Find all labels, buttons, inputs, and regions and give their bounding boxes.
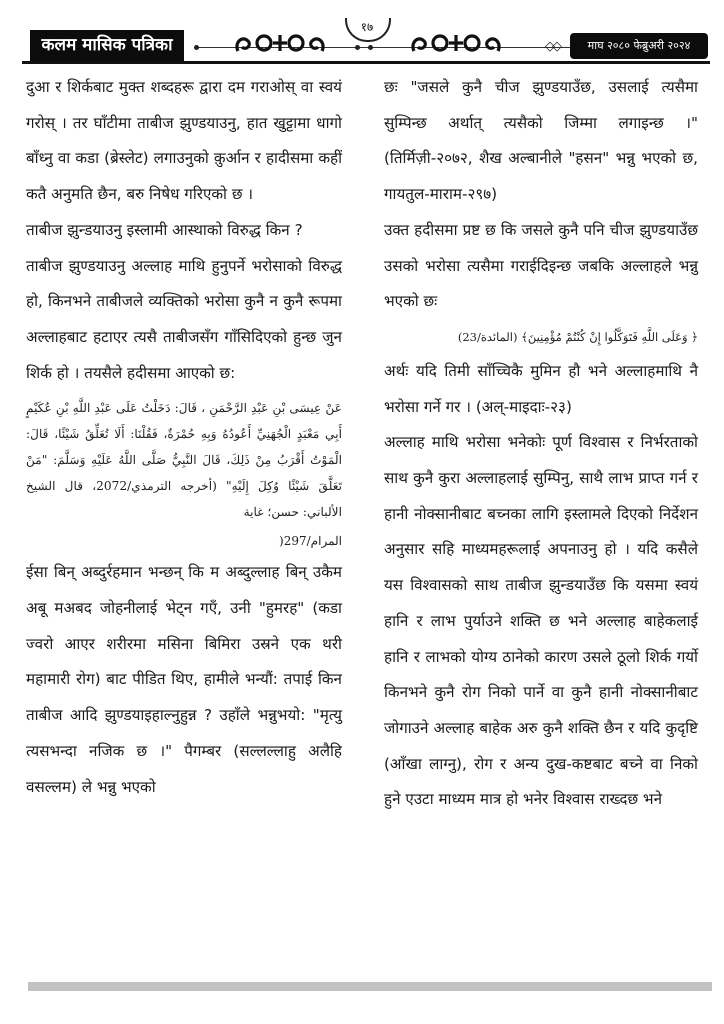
paragraph: अल्लाह माथि भरोसा भनेकोः पूर्ण विश्वास र निर्भरताको साथ कुनै कुरा अल्लाहलाई सुम्पिनु, साथै लाभ प्राप्त गर्न र हानी नोक्सानीबाट बच्नका लागि इस्लामले दिएको निर्देशन अनुसार सहि माध्यमहरूलाई अपनाउनु हो । यदि कसैले यस विश्वासको साथ ताबीज झुन्डयाउँछ कि यसमा स्वयं हानि र लाभ पुर्याउने शक्ति छ भने अल्लाह बाहेकलाई हानि र लाभको योग्य ठानेको कारण उसले ठूलो शिर्क गर्यो किनभने कुनै रोग निको पार्ने वा कुनै हानी नोक्सानीबाट जोगाउने अल्लाह बाहेक अरु कुनै शक्ति छैन र यदि कुदृष्टि (आँखा लाग्नु), रोग र अन्य दुख-कष्टबाट बच्ने वा निको हुने एउटा माध्यम मात्र हो भनेर विश्वास राख्दछ भने: [384, 433, 698, 809]
left-column: [26, 70, 342, 805]
paragraph: अर्थः यदि तिमी साँच्चिकै मुमिन हौ भने अल्लाहमाथि नै भरोसा गर्ने गर । (अल्-माइदाः-२३): [384, 361, 698, 416]
paragraph: ताबीज झुण्डयाउनु अल्लाह माथि हुनुपर्ने भरोसाको विरुद्ध हो, किनभने ताबीजले व्यक्तिको भरोसा कुनै न कुनै रूपमा अल्लाहबाट हटाएर त्यसै ताबीजसँग गाँसिदिएको हुन्छ जुन शिर्क हो । तयसैले हदीसमा आएको छ:: [26, 256, 342, 382]
scroll-ornament-icon: [408, 29, 504, 57]
double-diamond-icon: ◇◇: [545, 39, 559, 54]
paragraph: उक्त हदीसमा प्रष्ट छ कि जसले कुनै पनि चीज झुण्डयाउँछ उसको भरोसा त्यसैमा गराईदिइन्छ जबकि अल्लाहले भन्नु भएको छः: [384, 220, 698, 311]
right-column: [384, 70, 698, 818]
arabic-reference: المرام/297(: [279, 534, 342, 549]
quran-ayah: ﴿ وَعَلَى اللَّهِ فَتَوَكَّلُوا إِنْ كُنْتُمْ مُؤْمِنِينَ﴾ (المائدة/23): [457, 329, 698, 344]
paragraph: छः "जसले कुनै चीज झुण्डयाउँछ, उसलाई त्यसैमा सुम्पिन्छ अर्थात् त्यसैको जिम्मा लगाइन्छ ।" (तिर्मिज़ी-२०७२, शैख अल्बानीले "हसन" भन्नु भएको छ, गायतुल-माराम-२९७): [384, 78, 698, 204]
arabic-hadith: عَنْ عِيسَى بْنِ عَبْدِ الرَّحْمَنِ ، قَالَ: دَخَلْتُ عَلَى عَبْدِ اللَّهِ بْنِ عُكَيْمٍ أَبِي مَعْبَدٍ الْجُهَنِيِّ أَعُودُهُ وَبِهِ حُمْرَةٌ، فَقُلْنَا: أَلَا تُعَلِّقُ شَيْئًا، قَالَ: الْمَوْتُ أَقْرَبُ مِنْ ذَلِكَ، قَالَ النَّبِيُّ صَلَّى اللَّهُ عَلَيْهِ وَسَلَّمَ: "مَنْ تَعَلَّقَ شَيْئًا وُكِلَ إِلَيْهِ" (أخرجه الترمذي/2072، قال الشيخ الألباني: حسن؛ غاية: [26, 401, 343, 520]
ornament-dot: [368, 45, 373, 50]
magazine-title: कलम मासिक पत्रिका: [30, 30, 184, 61]
section-heading: ताबीज झुन्डयाउनु इस्लामी आस्थाको विरुद्ध किन ?: [26, 220, 303, 239]
ornament-dot: [355, 45, 360, 50]
ornament-dot: [194, 45, 199, 50]
footer-bar: [28, 982, 712, 991]
page-header: [0, 0, 724, 66]
page-number: १७: [360, 20, 374, 34]
issue-date: माघ २०८० फेब्रुअरी २०२४: [570, 33, 708, 59]
paragraph: दुआ र शिर्कबाट मुक्त शब्दहरू द्वारा दम गराओस् वा स्वयं गरोस् । तर घाँटीमा ताबीज झुण्डयाउनु, हात खुट्टामा धागो बाँध्नु वा कडा (ब्रेस्लेट) लगाउनुको क़ुर्आन र हादीसमा कहीं कतै अनुमति छैन, बरु निषेध गरिएको छ ।: [26, 78, 342, 204]
header-rule: [22, 61, 710, 64]
paragraph: ईसा बिन् अब्दुर्रहमान भन्छन् कि म अब्दुल्लाह बिन् उकैम अबू मअबद जोहनीलाई भेट्न गएँ, उनी "हुमरह" (कडा ज्वरो आएर शरीरमा मसिना बिमिरा उस्रने एक थरी महामारी रोग) बाट पीडित थिए, हामीले भन्यौं: तपाई किन ताबीज आदि झुण्डयाइहाल्नुहुन्न ? उहाँले भन्नुभयो: "मृत्यु त्यसभन्दा नजिक छ ।" पैगम्बर (सल्लल्लाहु अलैहि वसल्लम) ले भन्नु भएको: [26, 563, 342, 796]
scroll-ornament-icon: [232, 29, 328, 57]
